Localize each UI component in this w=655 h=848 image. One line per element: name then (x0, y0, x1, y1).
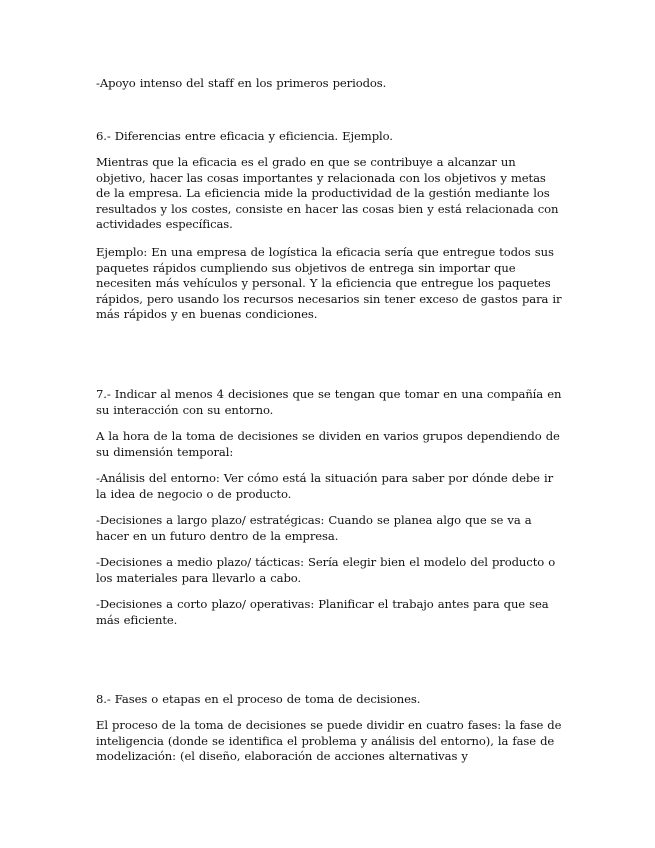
section7-item-corto-plazo: -Decisiones a corto plazo/ operativas: Planificar el trabajo antes para que sea más eficiente. (96, 597, 549, 627)
section7-item-analisis: -Análisis del entorno: Ver cómo está la situación para saber por dónde debe ir la idea de negocio o de producto. (96, 471, 554, 501)
section6-heading: 6.- Diferencias entre eficacia y eficiencia. Ejemplo. (96, 129, 393, 143)
section7-heading: 7.- Indicar al menos 4 decisiones que se tengan que tomar en una compañía en su interacción con su entorno. (96, 387, 562, 417)
section8-paragraph1: El proceso de la toma de decisiones se puede dividir en cuatro fases: la fase de inteligencia (donde se identifica el problema y análisis del entorno), la fase de modelización: (el diseño, elaboración de acciones alternativas y (96, 718, 562, 764)
intro-line: -Apoyo intenso del staff en los primeros periodos. (96, 76, 387, 90)
section7-item-medio-plazo: -Decisiones a medio plazo/ tácticas: Sería elegir bien el modelo del producto o los materiales para llevarlo a cabo. (96, 555, 556, 585)
section7-item-largo-plazo: -Decisiones a largo plazo/ estratégicas: Cuando se planea algo que se va a hacer en un futuro dentro de la empresa. (96, 513, 532, 543)
section8-heading: 8.- Fases o etapas en el proceso de toma de decisiones. (96, 692, 421, 706)
section6-paragraph1: Mientras que la eficacia es el grado en que se contribuye a alcanzar un objetivo, hacer las cosas importantes y relacionada con los objetivos y metas de la empresa. La eficiencia mide la productividad de la gestión mediante los resultados y los costes, consiste en hacer las cosas bien y está relacionada con actividades específicas. (96, 155, 559, 232)
section6-example: Ejemplo: En una empresa de logística la eficacia sería que entregue todos sus paquetes rápidos cumpliendo sus objetivos de entrega sin importar que necesiten más vehículos y personal. Y la eficiencia que entregue los paquetes rápidos, pero usando los recursos necesarios sin tener exceso de gastos para ir más rápidos y en buenas condiciones. (96, 245, 562, 322)
section7-intro: A la hora de la toma de decisiones se dividen en varios grupos dependiendo de su dimensión temporal: (96, 429, 560, 459)
